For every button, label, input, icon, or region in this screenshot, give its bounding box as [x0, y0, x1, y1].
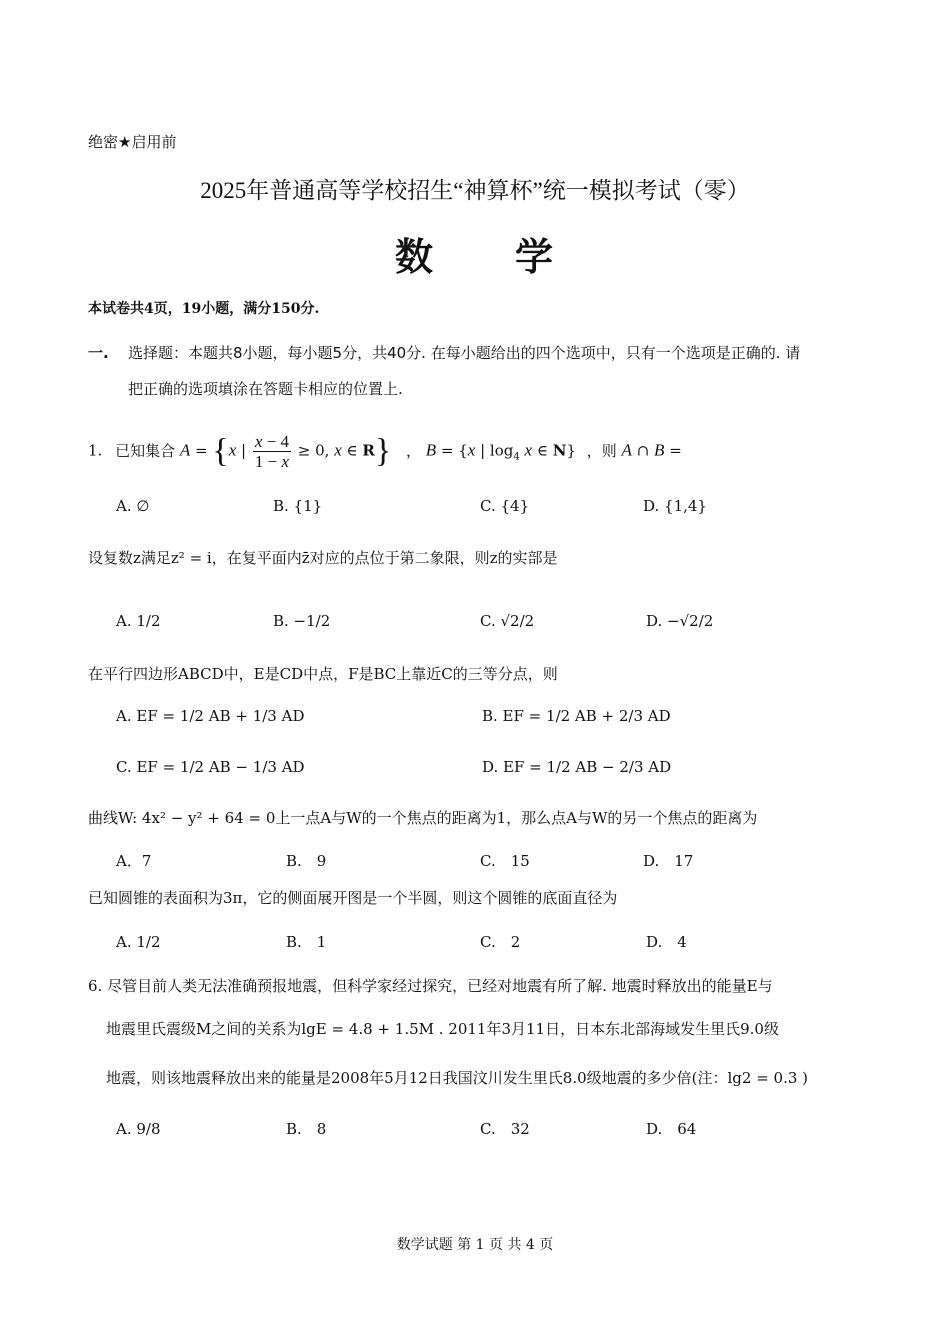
question-2: 设复数z满足z² = i，在复平面内z̄对应的点位于第二象限，则z的实部是 [88, 549, 558, 567]
q6-option-a: A. 9/8 [116, 1120, 161, 1138]
q1-option-c: C. {4} [480, 497, 530, 515]
q4-option-c: C. 15 [480, 852, 530, 870]
q4-option-b: B. 9 [286, 852, 327, 870]
q5-option-a: A. 1/2 [116, 933, 161, 951]
q2-option-c: C. √2/2 [480, 612, 535, 630]
question-3: 在平行四边形ABCD中，E是CD中点，F是BC上靠近C的三等分点，则 [88, 665, 558, 683]
exam-title: 2025年普通高等学校招生“神算杯”统一模拟考试（零） [200, 178, 750, 203]
q6-option-c: C. 32 [480, 1120, 530, 1138]
q4-option-d: D. 17 [643, 852, 694, 870]
confidential-label: 绝密★启用前 [88, 133, 177, 151]
section-instructions-2: 把正确的选项填涂在答题卡相应的位置上. [128, 380, 403, 398]
q4-option-a: A．7 [116, 852, 152, 870]
q5-option-b: B. 1 [286, 933, 327, 951]
question-1: 1. 已知集合 A = {x | $\frac{x - 4}{1 - x}$ ≥ 0, x ∈ R} ， B = {x | $\log_4 x$ ∈ N} ，则 A ∩ B = [88, 432, 682, 471]
section-number: 一. [88, 344, 109, 362]
q2-option-b: B. −1/2 [273, 612, 331, 630]
question-4: 曲线W: 4x² − y² + 64 = 0上一点A与W的一个焦点的距离为1，那么点A与W的另一个焦点的距离为 [88, 809, 758, 827]
q3-option-c: C. EF = 1/2 AB − 1/3 AD [116, 758, 305, 776]
q2-option-d: D. −√2/2 [646, 612, 714, 630]
q3-option-b: B. EF = 1/2 AB + 2/3 AD [482, 707, 671, 725]
q1-option-b: B. {1} [273, 497, 323, 515]
q1-option-a: A. ∅ [116, 497, 150, 515]
q5-option-d: D. 4 [646, 933, 687, 951]
q6-option-b: B. 8 [286, 1120, 327, 1138]
question-6-line-2: 地震里氏震级M之间的关系为lgE = 4.8 + 1.5M . 2011年3月11日，日本东北部海域发生里氏9.0级 [106, 1020, 779, 1038]
q3-option-d: D. EF = 1/2 AB − 2/3 AD [482, 758, 672, 776]
subject-title: 数 学 [394, 235, 555, 279]
section-instructions-1: 选择题：本题共8小题，每小题5分，共40分. 在每小题给出的四个选项中，只有一个选项是正确的. 请 [128, 344, 801, 362]
q6-option-d: D. 64 [646, 1120, 697, 1138]
question-6: 6. 尽管目前人类无法准确预报地震，但科学家经过探究，已经对地震有所了解. 地震时释放出的能量E与 [88, 977, 773, 995]
q5-option-c: C. 2 [480, 933, 521, 951]
q1-option-d: D. {1,4} [643, 497, 707, 515]
question-6-line-3: 地震，则该地震释放出来的能量是2008年5月12日我国汶川发生里氏8.0级地震的多少倍(注：lg2 = 0.3 ) [106, 1069, 809, 1087]
q3-option-a: A. EF = 1/2 AB + 1/3 AD [116, 707, 305, 725]
exam-summary: 本试卷共4页，19小题，满分150分. [88, 301, 320, 317]
q2-option-a: A. 1/2 [116, 612, 161, 630]
question-5: 已知圆锥的表面积为3π，它的侧面展开图是一个半圆，则这个圆锥的底面直径为 [88, 889, 618, 907]
page-footer: 数学试题 第 1 页 共 4 页 [396, 1237, 554, 1253]
